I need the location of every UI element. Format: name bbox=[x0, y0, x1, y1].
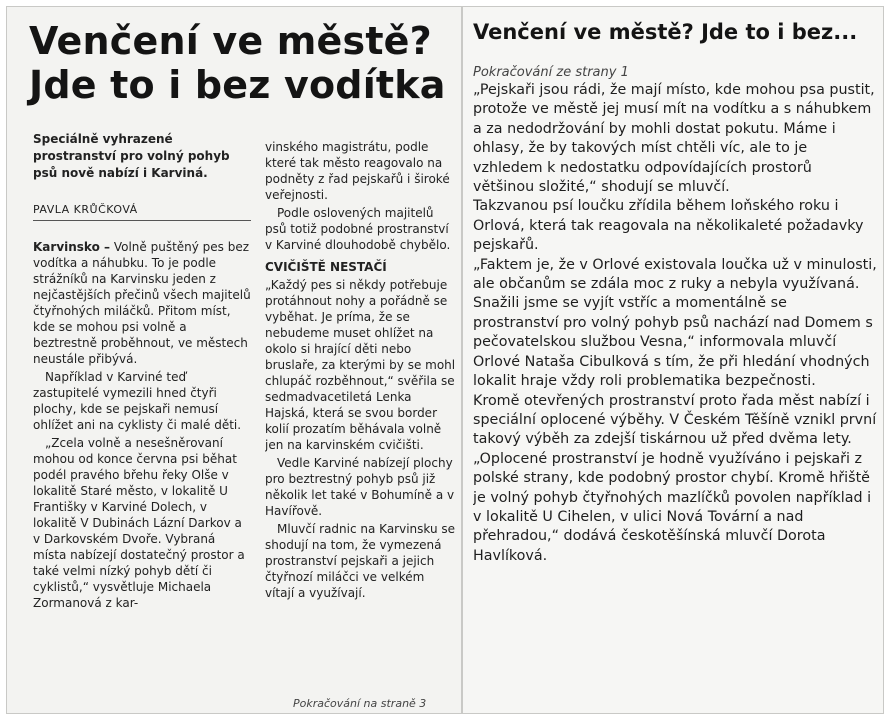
paragraph: Mluvčí radnic na Karvinsku se shodují na tom, že vymezená prostranství pejskaři a jejich čtyřnozí miláčci ve velkém vítají a využívají. bbox=[265, 522, 456, 600]
continuation-body bbox=[473, 81, 877, 701]
paragraph: „Každý pes si někdy potřebuje protáhnout nohy a pořádně se vyběhat. Je príma, že se nebudeme muset ohlížet na okolo si hrající děti nebo bruslaře, za kterými by se mohl chlupáč rozběhnout,“ svěřila se sedmadvacetiletá Lenka Hajská, která se svou border kolií prozatím běhávala volně jen na karvinském cvičišti. bbox=[265, 278, 456, 452]
paragraph: Vedle Karviné nabízejí plochy pro beztrestný pohyb psů již několik let také v Bohumíně a v Havířově. bbox=[265, 456, 455, 518]
continued-note: Pokračování na straně 3 bbox=[293, 697, 427, 710]
continuation-title: Venčení ve městě? Jde to i bez... bbox=[473, 20, 858, 44]
paragraph: Takzvanou psí loučku zřídila během loňského roku i Orlová, která tak reagovala na několikaleté požadavky pejskařů. bbox=[473, 198, 864, 254]
text-column-1 bbox=[33, 239, 251, 709]
dateline: Karvinsko – bbox=[33, 240, 111, 254]
byline: PAVLA KRŮČKOVÁ bbox=[33, 203, 251, 221]
front-page-clipping bbox=[6, 6, 462, 714]
continued-from-note: Pokračování ze strany 1 bbox=[473, 65, 629, 80]
paragraph: „Zcela volně a nesešněrovaní mohou od konce června psi běhat podél pravého břehu řeky Olše v lokalitě Staré město, v lokalitě U Františky v Karviné Dolech, v lokalitě V Dubinách Lázní Darkov a v Darkovském Dvoře. Vybraná místa nabízejí dostatečný prostor a také velmi nízký pohyb dětí či cyklistů,“ vysvětluje Michaela Zormanová z kar- bbox=[33, 436, 245, 610]
paragraph: „Pejskaři jsou rádi, že mají místo, kde mohou psa pustit, protože ve městě jej musí mít na vodítku a s náhubkem a za nedodržování by mohli dostat pokutu. Máme i ohlasy, že by takových míst chtěli víc, ale to je vzhledem k nedostatku odpovídajících prostorů většinou složité,“ shodují se mluvčí. bbox=[473, 82, 875, 196]
headline-line-2: Jde to i bez vodítka bbox=[29, 63, 446, 107]
paragraph: „Faktem je, že v Orlové existovala loučka už v minulosti, ale občanům se zdála moc z ruky a nebyla využívaná. Snažili jsme se vyjít vstříc a momentálně se prostranství pro volný pohyb psů nachází nad Domem s pečovatelskou službou Vesna,“ informovala mluvčí Orlové Nataša Cibulková s tím, že při hledání vhodných lokalit hraje vždy roli problematika bezpečnosti. bbox=[473, 256, 877, 390]
article-lead: Speciálně vyhrazené prostranství pro volný pohyb psů nově nabízí i Karviná. bbox=[33, 132, 230, 180]
article-headline bbox=[29, 19, 459, 107]
paragraph: Kromě otevřených prostranství proto řada měst nabízí i speciální oplocené výběhy. V Českém Těšíně vznikl první takový výběh za zdejší tiskárnou už před dvěma lety. bbox=[473, 392, 877, 448]
headline-line-1: Venčení ve městě? bbox=[29, 19, 432, 63]
paragraph: vinského magistrátu, podle které tak město reagovalo na podněty z řad pejskařů i široké veřejnosti. bbox=[265, 140, 450, 202]
continuation-clipping bbox=[462, 6, 884, 714]
section-subhead: CVIČIŠTĚ NESTAČÍ bbox=[265, 260, 387, 274]
text-column-2 bbox=[265, 139, 457, 695]
paragraph: Podle oslovených majitelů psů totiž podobné prostranství v Karviné dlouhodobě chybělo. bbox=[265, 206, 451, 252]
paragraph: „Oplocené prostranství je hodně využíváno i pejskaři z polské strany, kde podobný prostor chybí. Kromě hřiště je volný pohyb čtyřnohých mazlíčků povolen například i v lokalitě U Cihelen, v ulici Nová Tovární a nad přehradou,“ dodává českotěšínská mluvčí Dorota Havlíková. bbox=[473, 450, 872, 564]
paragraph: Například v Karviné teď zastupitelé vymezili hned čtyři plochy, kde se pejskaři nemusí ohlížet ani na cyklisty či malé děti. bbox=[33, 370, 242, 432]
paragraph bbox=[33, 239, 251, 367]
paragraph-text: Volně puštěný pes bez vodítka a náhubku. To je podle strážníků na Karvinsku jeden z nejčastějších přečinů všech majitelů čtyřnohých miláčků. Přitom míst, kde se mohou psi volně a beztrestně proběhnout, ve městech neustále přibývá. bbox=[33, 240, 251, 366]
